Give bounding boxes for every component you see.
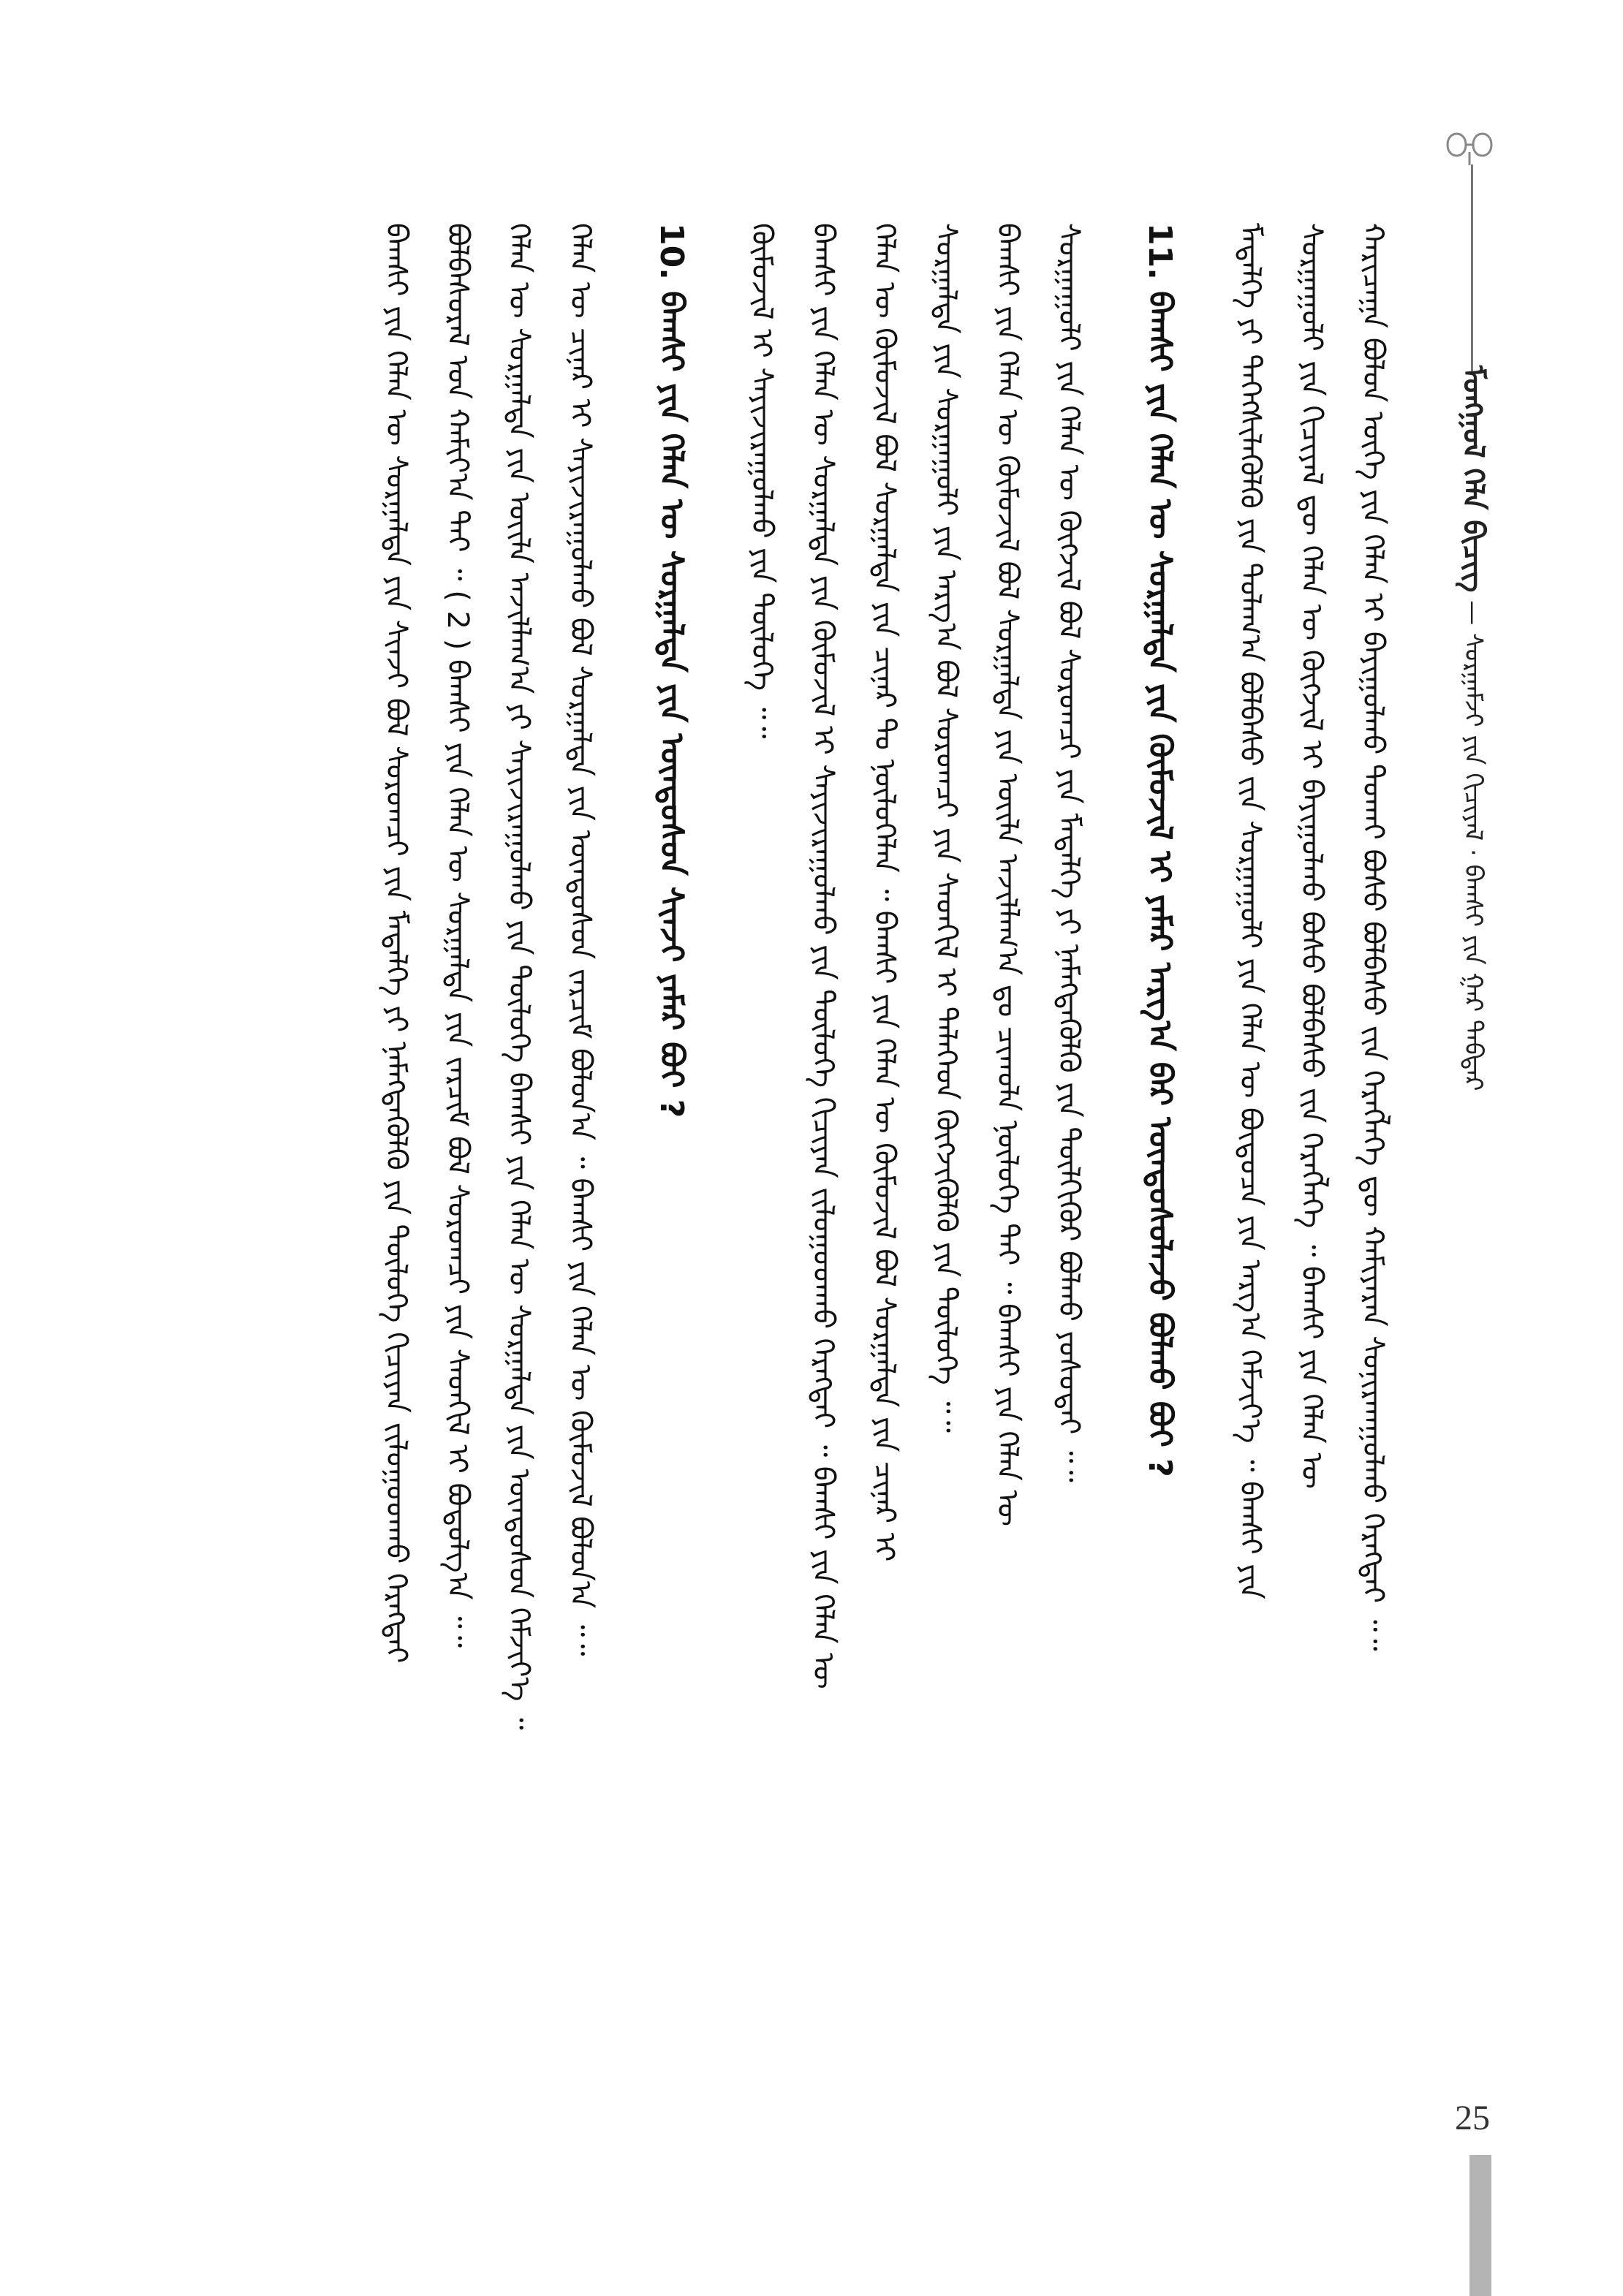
section-heading: 10. ᠪᠠᠭᠰᠢ ᠶᠢᠨ ᠬᠡᠯᠡᠨ ᠦ ᠰᠤᠷᠭᠠᠯᠲᠠ ᠶᠢᠨ ᠦᠨᠳᠦᠰᠦᠨ ᠰᠢᠨᠵᠢ ᠶᠠᠮᠠᠷ ᠪᠤᠢ ?	[653, 223, 690, 1118]
section-heading: 11. ᠪᠠᠭᠰᠢ ᠶᠢᠨ ᠬᠡᠯᠡᠨ ᠦ ᠰᠤᠷᠭᠠᠯᠲᠠ ᠶᠢᠨ ᠬᠦᠮᠦᠵᠢᠯ ᠢ ᠶᠠᠮᠠᠷ ᠠᠷᠭ᠎ᠠ ᠪᠠᠷ ᠦᠨᠳᠦᠰᠦᠯᠡᠵᠦ ᠪᠣᠯᠬᠤ ᠪᠤᠢ ?	[1141, 223, 1179, 1477]
column-gap	[1100, 223, 1129, 2211]
header-rule	[1471, 164, 1473, 373]
column-gap	[702, 223, 731, 2211]
text-column: ᠬᠦᠮᠦᠵᠢᠯ ᠢ ᠰᠠᠶᠢᠵᠢᠷᠠᠭᠤᠯᠬᠤ ᠶᠢᠨ ᠲᠥᠯᠥᠭᠡ ᠃᠃	[745, 223, 779, 739]
side-tab	[1469, 2155, 1491, 2296]
header-ornament-icon	[1433, 123, 1506, 167]
header-subtitle: ᠰᠤᠷᠭᠠᠮᠵᠢ ᠶᠢᠨ ᠬᠢᠴᠢᠶᠡᠯ · ᠪᠠᠭᠰᠢ ᠶᠢᠨ ᠭᠠᠷ ᠳᠡᠪᠲᠡᠷ	[1459, 633, 1488, 1091]
text-column: ᠪᠠᠭᠰᠢ ᠶᠢᠨ ᠬᠡᠯᠡᠨ ᠦ ᠰᠤᠷᠭᠠᠯᠲᠠ ᠶᠢᠨ ᠰᠢᠨᠵᠢ ᠪᠣᠯ ᠰᠤᠷᠤᠭᠴᠢ ᠶᠢᠨ ᠮᠡᠳᠡᠯᠭᠡ ᠶᠢ ᠨᠡᠮᠡᠭᠳᠡᠭᠦᠯᠬᠦ ᠶᠢᠨ ᠲᠥᠯᠥᠭᠡ ᠬᠢᠴᠢᠶᠡᠨ ᠵᠢᠯᠤᠭᠤᠳᠬᠤ ᠬᠡᠷᠡᠭᠲᠡᠢ	[379, 223, 413, 1664]
text-column: ᠪᠠᠭᠰᠢ ᠶᠢᠨ ᠬᠡᠯᠡᠨ ᠦ ᠰᠤᠷᠭᠠᠯᠲᠠ ᠶᠢᠨ ᠬᠦᠮᠦᠵᠢᠯ ᠢ ᠰᠠᠶᠢᠵᠢᠷᠠᠭᠤᠯᠬᠤ ᠶᠢᠨ ᠲᠥᠯᠥᠭᠡ ᠬᠢᠴᠢᠶᠡᠨ ᠵᠢᠯᠤᠭᠤᠳᠬᠤ ᠬᠡᠷᠡᠭᠲᠡᠢ ᠃ ᠪᠠᠭᠰᠢ ᠶᠢᠨ ᠬᠡᠯᠡᠨ ᠦ	[806, 223, 840, 1689]
text-column: ᠬᠠᠷᠢᠴᠠᠭᠠ ᠪᠣᠯᠣᠨ ᠦᠭᠡ ᠶᠢᠨ ᠬᠡᠯᠡᠨ ᠢ ᠪᠠᠶᠢᠭᠤᠯᠬᠤ ᠲᠤᠬᠠᠢ ᠪᠤᠰᠤ ᠪᠣᠯᠪᠠᠰᠤ ᠵᠢᠨ ᠬᠡᠷᠡᠭᠯᠡᠭᠡ ᠳᠦ ᠬᠠᠮᠢᠶᠠᠷᠠᠨ ᠰᠣᠨᠢᠷᠬᠠᠭᠤᠯᠬᠤ ᠬᠡᠷᠡᠭᠲᠡᠢ ᠃᠃	[1356, 223, 1390, 1651]
text-column: ᠰᠤᠷᠭᠠᠯᠲᠠ ᠶᠢᠨ ᠰᠤᠷᠭᠠᠭᠤᠯᠢ ᠶᠢᠨ ᠠᠷᠭ᠎ᠠ ᠪᠣᠯ ᠰᠤᠷᠤᠭᠴᠢ ᠶᠢᠨ ᠰᠡᠳᠬᠢᠯ ᠢ ᠲᠡᠯᠡᠭᠡᠳ ᠬᠥᠭᠵᠢᠭᠦᠯᠬᠦ ᠶᠢᠨ ᠲᠥᠯᠥᠭᠡ ᠃᠃	[929, 223, 963, 1433]
text-column: ᠰᠤᠷᠭᠠᠭᠤᠯᠢ ᠶᠢᠨ ᠬᠡᠯᠡᠨ ᠦ ᠬᠥᠭᠵᠢᠯ ᠪᠣᠯ ᠰᠤᠷᠤᠭᠴᠢ ᠶᠢᠨ ᠮᠡᠳᠡᠯᠭᠡ ᠶᠢ ᠨᠡᠮᠡᠭᠳᠡᠭᠦᠯᠬᠦ ᠶᠢᠨ ᠲᠦᠯᠬᠢᠭᠦᠷ ᠪᠣᠯᠬᠤ ᠶᠣᠰᠣᠲᠠᠢ ᠃᠃	[1052, 223, 1086, 1482]
text-column: ᠪᠣᠯᠪᠠᠰᠤᠷᠠᠯ ᠤᠨ ᠬᠠᠮᠢᠶ᠎ᠠ ᠲᠠᠢ ᠃ ( 2 ) ᠪᠠᠭᠰᠢ ᠶᠢᠨ ᠬᠡᠯᠡᠨ ᠦ ᠰᠤᠷᠭᠠᠯᠲᠠ ᠶᠢᠨ ᠵᠠᠷᠴᠢᠮ ᠪᠣᠯ ᠰᠤᠷᠤᠭᠴᠢ ᠶᠢᠨ ᠰᠡᠳᠬᠢᠯ ᠢ ᠪᠣᠳᠣᠯᠭ᠎ᠠ ᠃᠃	[441, 223, 474, 1648]
page-number: 25	[1455, 2099, 1490, 2137]
body-text	[205, 223, 1404, 2211]
running-header: ᠮᠣᠩᠭᠣᠯ ᠬᠡᠯᠡ ᠪᠢᠴᠢᠭ — ᠰᠤᠷᠭᠠᠮᠵᠢ ᠶᠢᠨ ᠬᠢᠴᠢᠶᠡᠯ · ᠪᠠᠭᠰᠢ ᠶᠢᠨ ᠭᠠᠷ ᠳᠡᠪᠲᠡᠷ	[1456, 365, 1490, 1091]
column-gap	[611, 223, 640, 2211]
column-gap	[1190, 223, 1219, 2211]
text-column: ᠰᠤᠷᠭᠠᠭᠤᠯᠢ ᠶᠢᠨ ᠬᠢᠴᠢᠶᠡᠯ ᠳᠦ ᠬᠡᠯᠡᠨ ᠦ ᠬᠥᠭᠵᠢᠯ ᠢ ᠪᠠᠶᠢᠭᠤᠯᠬᠤ ᠪᠤᠰᠤ ᠪᠣᠯᠪᠠᠰᠤ ᠵᠢᠨ ᠬᠡᠷᠡᠭᠯᠡᠭᠡ ᠃ ᠪᠠᠭᠰᠢ ᠶᠢᠨ ᠬᠡᠯᠡᠨ ᠦ	[1295, 223, 1328, 1489]
text-column: ᠬᠡᠯᠡᠨ ᠦ ᠴᠢᠨᠠᠷ ᠢ ᠰᠠᠶᠢᠵᠢᠷᠠᠭᠤᠯᠬᠤ ᠪᠣᠯ ᠰᠤᠷᠭᠠᠯᠲᠠ ᠶᠢᠨ ᠦᠨᠳᠦᠰᠦᠨ ᠵᠠᠷᠴᠢᠮ ᠪᠣᠯᠤᠨ᠎ᠠ ᠃ ᠪᠠᠭᠰᠢ ᠶᠢᠨ ᠬᠡᠯᠡᠨ ᠦ ᠬᠦᠮᠦᠵᠢᠯ ᠪᠣᠯᠤᠨ᠎ᠠ ᠃᠃	[564, 223, 597, 1656]
text-column: ᠬᠡᠯᠡᠨ ᠦ ᠬᠦᠮᠦᠵᠢᠯ ᠪᠣᠯ ᠰᠤᠷᠭᠠᠯᠲᠠ ᠶᠢᠨ ᠴᠢᠨᠠᠷ ᠲᠤ ᠨᠥᠯᠦᠭᠡᠯᠡᠨ ᠃ ᠪᠠᠭᠰᠢ ᠶᠢᠨ ᠬᠡᠯᠡᠨ ᠦ ᠬᠦᠮᠦᠵᠢᠯ ᠪᠣᠯ ᠰᠤᠷᠭᠠᠯᠲᠠ ᠶᠢᠨ ᠴᠢᠨᠠᠷ ᠢ	[868, 223, 901, 1562]
text-column: ᠮᠡᠳᠡᠯᠭᠡ ᠶᠢ ᠳᠡᠭᠡᠭᠰᠢᠯᠡᠭᠦᠯᠬᠦ ᠶᠢᠨ ᠲᠤᠯᠠᠭ᠎ᠠ ᠪᠣᠯᠪᠠᠰᠤ ᠵᠢᠨ ᠰᠤᠷᠭᠠᠭᠤᠯᠢ ᠶᠢᠨ ᠬᠡᠯᠡᠨ ᠦ ᠪᠦᠲᠦᠴᠡ ᠶᠢᠨ ᠠᠷᠭ᠎ᠠ ᠬᠡᠮᠵᠢᠶ᠎ᠡ ᠃ ᠪᠠᠭᠰᠢ ᠶᠢᠨ	[1233, 223, 1267, 1599]
header-title: ᠮᠣᠩᠭᠣᠯ ᠬᠡᠯᠡ ᠪᠢᠴᠢᠭ	[1456, 365, 1490, 593]
text-column: ᠬᠡᠯᠡᠨ ᠦ ᠰᠤᠷᠭᠠᠯᠲᠠ ᠶᠢᠨ ᠦᠢᠯᠡ ᠠᠵᠢᠯᠯᠠᠭ᠎ᠠ ᠶᠢ ᠰᠠᠶᠢᠵᠢᠷᠠᠭᠤᠯᠬᠤ ᠶᠢᠨ ᠲᠥᠯᠥᠭᠡ ᠪᠠᠭᠰᠢ ᠶᠢᠨ ᠬᠡᠯᠡᠨ ᠦ ᠰᠤᠷᠭᠠᠯᠲᠠ ᠶᠢᠨ ᠦᠨᠳᠦᠰᠦᠨ ᠬᠡᠮᠵᠢᠶ᠎ᠡ ᠃	[502, 223, 536, 1730]
text-column: ᠪᠠᠭᠰᠢ ᠶᠢᠨ ᠬᠡᠯᠡᠨ ᠦ ᠬᠦᠮᠦᠵᠢᠯ ᠪᠣᠯ ᠰᠤᠷᠭᠠᠯᠲᠠ ᠶᠢᠨ ᠦᠢᠯᠡ ᠠᠵᠢᠯᠯᠠᠭ᠎ᠠ ᠳᠤ ᠴᠢᠬᠤᠯᠠ ᠨᠥᠯᠦᠭᠡ ᠲᠠᠢ ᠃ ᠪᠠᠭᠰᠢ ᠶᠢᠨ ᠬᠡᠯᠡᠨ ᠦ	[991, 223, 1024, 1526]
